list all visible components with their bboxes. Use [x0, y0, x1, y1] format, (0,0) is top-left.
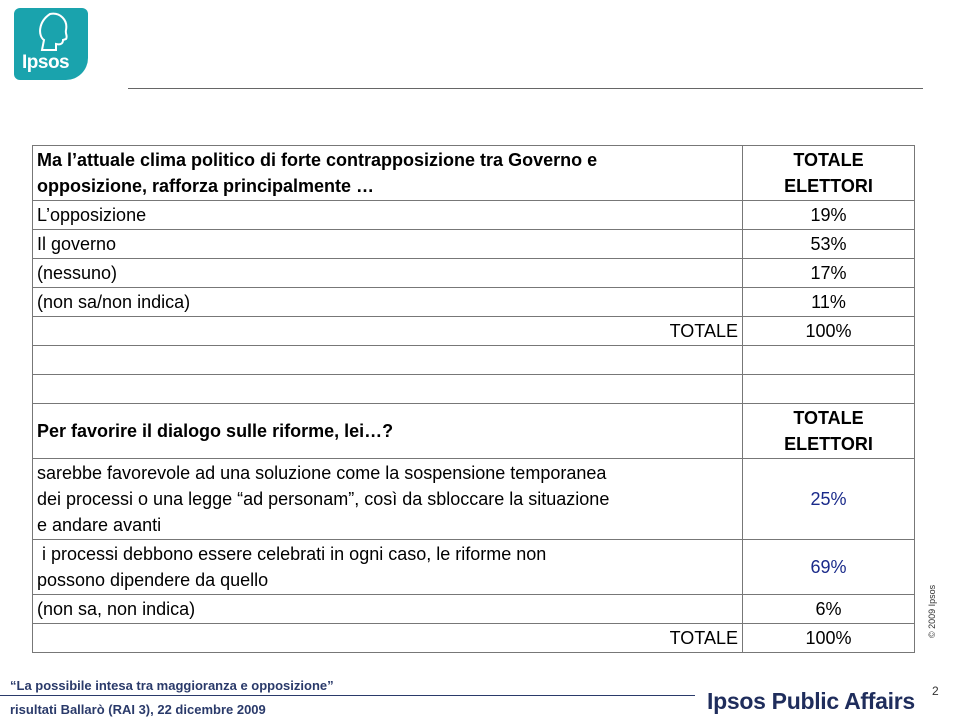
row-value: 17% [743, 259, 915, 288]
page-number: 2 [932, 684, 939, 698]
table-row [33, 259, 915, 288]
row-label: Il governo [33, 230, 743, 259]
row-value: 11% [743, 288, 915, 317]
empty-cell [33, 375, 743, 404]
empty-cell [743, 346, 915, 375]
total-value: 100% [743, 624, 915, 653]
row-label: i processi debbono essere celebrati in ogni caso, le riforme non possono dipendere da quello [33, 540, 743, 595]
table-row [33, 404, 915, 459]
column-header-totale-elettori: TOTALE ELETTORI [743, 146, 915, 201]
table-row [33, 201, 915, 230]
table-row [33, 288, 915, 317]
footer-title: “La possibile intesa tra maggioranza e opposizione” [10, 678, 334, 693]
question-2: Per favorire il dialogo sulle riforme, lei…? [33, 404, 743, 459]
row-value: 19% [743, 201, 915, 230]
table-row-total [33, 317, 915, 346]
total-value: 100% [743, 317, 915, 346]
survey-table [32, 145, 915, 653]
total-label: TOTALE [33, 317, 743, 346]
footer-divider [0, 695, 695, 696]
table-row-total [33, 624, 915, 653]
row-value: 25% [743, 459, 915, 540]
row-value: 53% [743, 230, 915, 259]
table-row [33, 146, 915, 201]
header-divider [128, 88, 923, 89]
total-label: TOTALE [33, 624, 743, 653]
question-1: Ma l’attuale clima politico di forte contrapposizione tra Governo e opposizione, rafforza principalmente … [33, 146, 743, 201]
table-row [33, 459, 915, 540]
table-row-empty [33, 346, 915, 375]
row-label: (non sa/non indica) [33, 288, 743, 317]
row-label: (nessuno) [33, 259, 743, 288]
row-label: L’opposizione [33, 201, 743, 230]
copyright-notice: © 2009 Ipsos [927, 584, 937, 638]
table-row [33, 230, 915, 259]
empty-cell [743, 375, 915, 404]
empty-cell [33, 346, 743, 375]
table-row-empty [33, 375, 915, 404]
row-label: (non sa, non indica) [33, 595, 743, 624]
head-silhouette-icon [36, 12, 72, 52]
row-value: 69% [743, 540, 915, 595]
brand-wordmark: Ipsos Public Affairs [707, 688, 915, 714]
table-row [33, 595, 915, 624]
ipsos-logo [14, 8, 88, 80]
footer-source: risultati Ballarò (RAI 3), 22 dicembre 2009 [10, 702, 266, 717]
column-header-totale-elettori: TOTALE ELETTORI [743, 404, 915, 459]
row-label: sarebbe favorevole ad una soluzione come la sospensione temporanea dei processi o una legge “ad personam”, così da sbloccare la situazione e andare avanti [33, 459, 743, 540]
logo-text: Ipsos [22, 52, 70, 73]
row-value: 6% [743, 595, 915, 624]
table-row [33, 540, 915, 595]
